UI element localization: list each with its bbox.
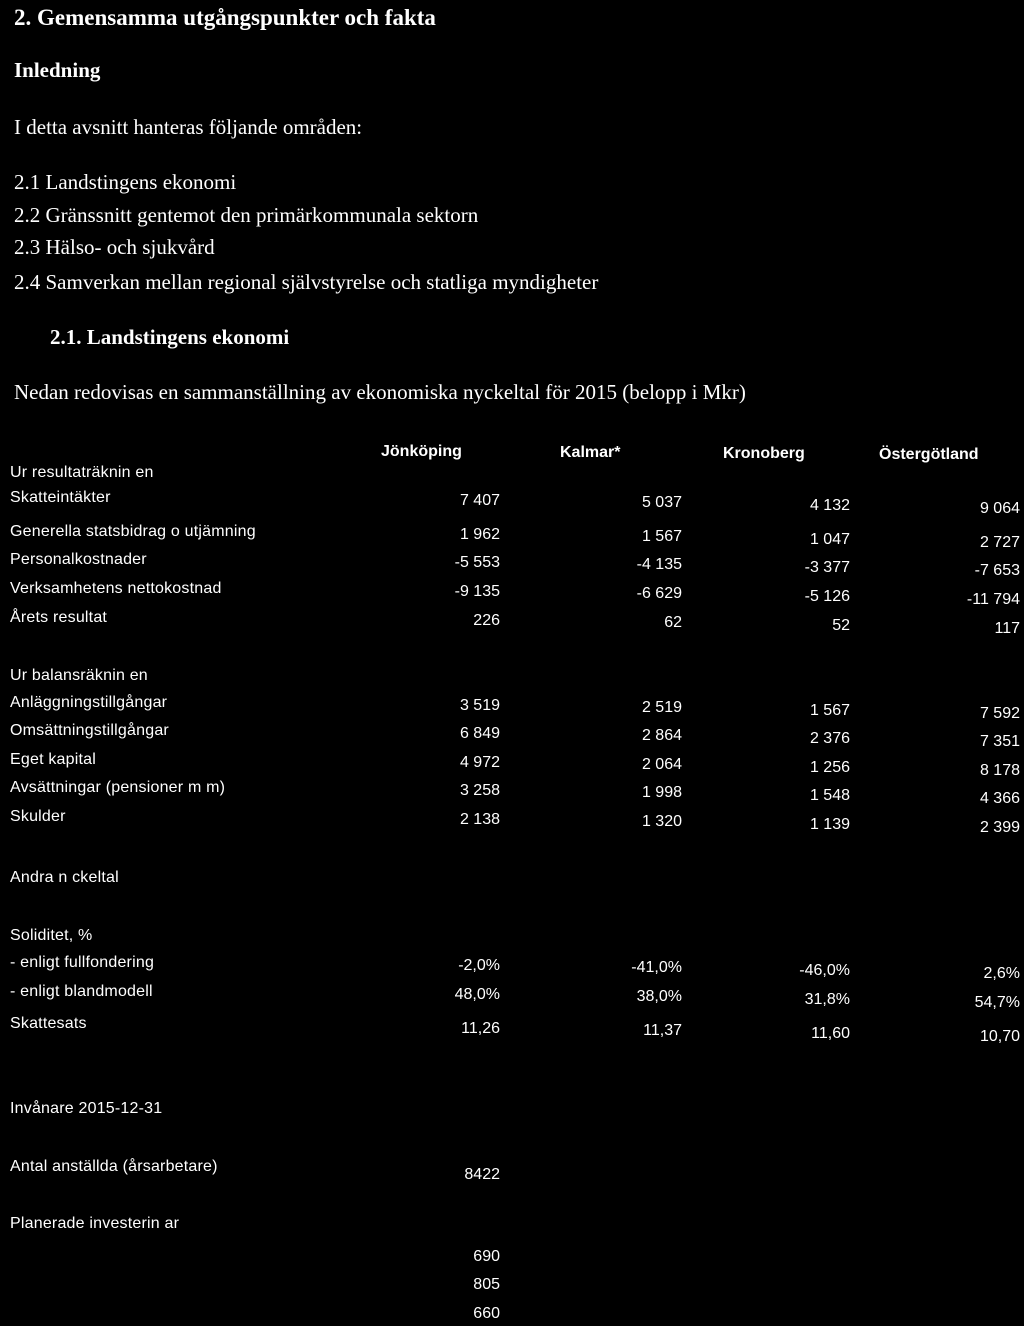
- intro-text: I detta avsnitt hanteras följande områden:: [14, 115, 363, 139]
- balance-row-cell: 1 256: [809, 759, 850, 776]
- balance-row-cell: 2 376: [809, 730, 850, 747]
- section-heading: 2.1. Landstingens ekonomi: [50, 325, 290, 349]
- result-row-label: Verksamhetens nettokostnad: [10, 580, 222, 597]
- soliditet-row-cell: 54,7%: [974, 994, 1020, 1011]
- balance-row-cell: 4 972: [459, 754, 500, 771]
- balance-row-cell: 1 139: [809, 816, 850, 833]
- investering-value: 805: [473, 1276, 500, 1293]
- intro-heading: Inledning: [14, 58, 101, 82]
- balance-row-cell: 2 064: [641, 756, 682, 773]
- skattesats-cell: 11,37: [643, 1022, 682, 1039]
- col-header-ostergotland: Östergötland: [879, 446, 979, 463]
- result-row-cell: 62: [664, 614, 682, 631]
- balance-row-cell: 2 138: [459, 811, 500, 828]
- section-text: Nedan redovisas en sammanställning av ekonomiska nyckeltal för 2015 (belopp i Mkr): [14, 380, 746, 404]
- balance-row-cell: 7 351: [979, 733, 1020, 750]
- soliditet-row-cell: -46,0%: [799, 962, 850, 979]
- investering-value: 690: [473, 1248, 500, 1265]
- result-row-cell: -6 629: [636, 585, 682, 602]
- result-row-cell: -4 135: [636, 556, 682, 573]
- result-row-cell: -5 553: [454, 554, 500, 571]
- anstallda-label: Antal anställda (årsarbetare): [10, 1158, 218, 1175]
- balance-row-cell: 3 519: [459, 697, 500, 714]
- result-row-cell: -5 126: [804, 588, 850, 605]
- soliditet-row-cell: 31,8%: [804, 991, 850, 1008]
- soliditet-label: Soliditet, %: [10, 927, 93, 944]
- soliditet-row-cell: 38,0%: [636, 988, 682, 1005]
- skattesats-label: Skattesats: [10, 1015, 87, 1032]
- page-heading: 2. Gemensamma utgångspunkter och fakta: [14, 5, 436, 30]
- balance-row-cell: 6 849: [459, 725, 500, 742]
- balance-row-label: Eget kapital: [10, 751, 97, 768]
- col-header-kronoberg: Kronoberg: [723, 445, 805, 462]
- balance-row-cell: 2 399: [979, 819, 1020, 836]
- soliditet-row-label: - enligt fullfondering: [10, 954, 155, 971]
- result-row-cell: -3 377: [804, 559, 850, 576]
- balance-row-cell: 3 258: [459, 782, 500, 799]
- result-row-cell: 1 567: [641, 528, 682, 545]
- soliditet-row-cell: -2,0%: [458, 957, 500, 974]
- balance-row-cell: 7 592: [979, 705, 1020, 722]
- result-row-cell: 226: [473, 612, 500, 629]
- soliditet-row-cell: 48,0%: [454, 986, 500, 1003]
- skattesats-cell: 11,60: [811, 1025, 850, 1042]
- balance-row-cell: 1 320: [641, 813, 682, 830]
- result-row-cell: 117: [994, 620, 1020, 637]
- skattesats-cell: 10,70: [979, 1028, 1020, 1045]
- col-header-kalmar: Kalmar*: [560, 444, 621, 461]
- result-row-label: Årets resultat: [10, 609, 108, 626]
- result-row-cell: 9 064: [979, 500, 1020, 517]
- result-row-label: Personalkostnader: [10, 551, 147, 568]
- result-row-cell: 7 407: [459, 492, 500, 509]
- group-label-balance: Ur balansräknin en: [10, 667, 148, 684]
- result-row-cell: 2 727: [979, 534, 1020, 551]
- skattesats-cell: 11,26: [461, 1020, 500, 1037]
- invanare-label: Invånare 2015-12-31: [10, 1100, 163, 1117]
- group-label-other: Andra n ckeltal: [10, 869, 119, 886]
- result-row-cell: 52: [832, 617, 850, 634]
- result-row-cell: 1 962: [459, 526, 500, 543]
- result-row-cell: -11 794: [966, 591, 1020, 608]
- balance-row-cell: 2 864: [641, 727, 682, 744]
- result-row-label: Skatteintäkter: [10, 489, 111, 506]
- result-row-cell: -9 135: [454, 583, 500, 600]
- area-item: 2.4 Samverkan mellan regional självstyrelse och statliga myndigheter: [14, 270, 599, 294]
- investeringar-label: Planerade investerin ar: [10, 1215, 180, 1232]
- result-row-cell: 4 132: [809, 497, 850, 514]
- area-item: 2.1 Landstingens ekonomi: [14, 170, 237, 194]
- result-row-cell: 5 037: [641, 494, 682, 511]
- soliditet-row-label: - enligt blandmodell: [10, 983, 153, 1000]
- area-item: 2.3 Hälso- och sjukvård: [14, 235, 215, 259]
- balance-row-cell: 4 366: [979, 790, 1020, 807]
- balance-row-cell: 1 567: [809, 702, 850, 719]
- investering-value: 660: [473, 1305, 500, 1322]
- balance-row-cell: 8 178: [979, 762, 1020, 779]
- soliditet-row-cell: 2,6%: [983, 965, 1020, 982]
- anstallda-value: 8422: [464, 1166, 500, 1183]
- balance-row-label: Anläggningstillgångar: [10, 694, 168, 711]
- col-header-jonkoping: Jönköping: [381, 443, 462, 460]
- balance-row-label: Avsättningar (pensioner m m): [10, 779, 226, 796]
- balance-row-cell: 1 548: [809, 787, 850, 804]
- result-row-cell: 1 047: [809, 531, 850, 548]
- result-row-label: Generella statsbidrag o utjämning: [10, 523, 256, 540]
- area-item: 2.2 Gränssnitt gentemot den primärkommunala sektorn: [14, 203, 479, 227]
- balance-row-cell: 2 519: [641, 699, 682, 716]
- soliditet-row-cell: -41,0%: [631, 959, 682, 976]
- group-label-result: Ur resultaträknin en: [10, 464, 154, 481]
- balance-row-label: Skulder: [10, 808, 66, 825]
- balance-row-label: Omsättningstillgångar: [10, 722, 169, 739]
- balance-row-cell: 1 998: [641, 784, 682, 801]
- result-row-cell: -7 653: [974, 562, 1020, 579]
